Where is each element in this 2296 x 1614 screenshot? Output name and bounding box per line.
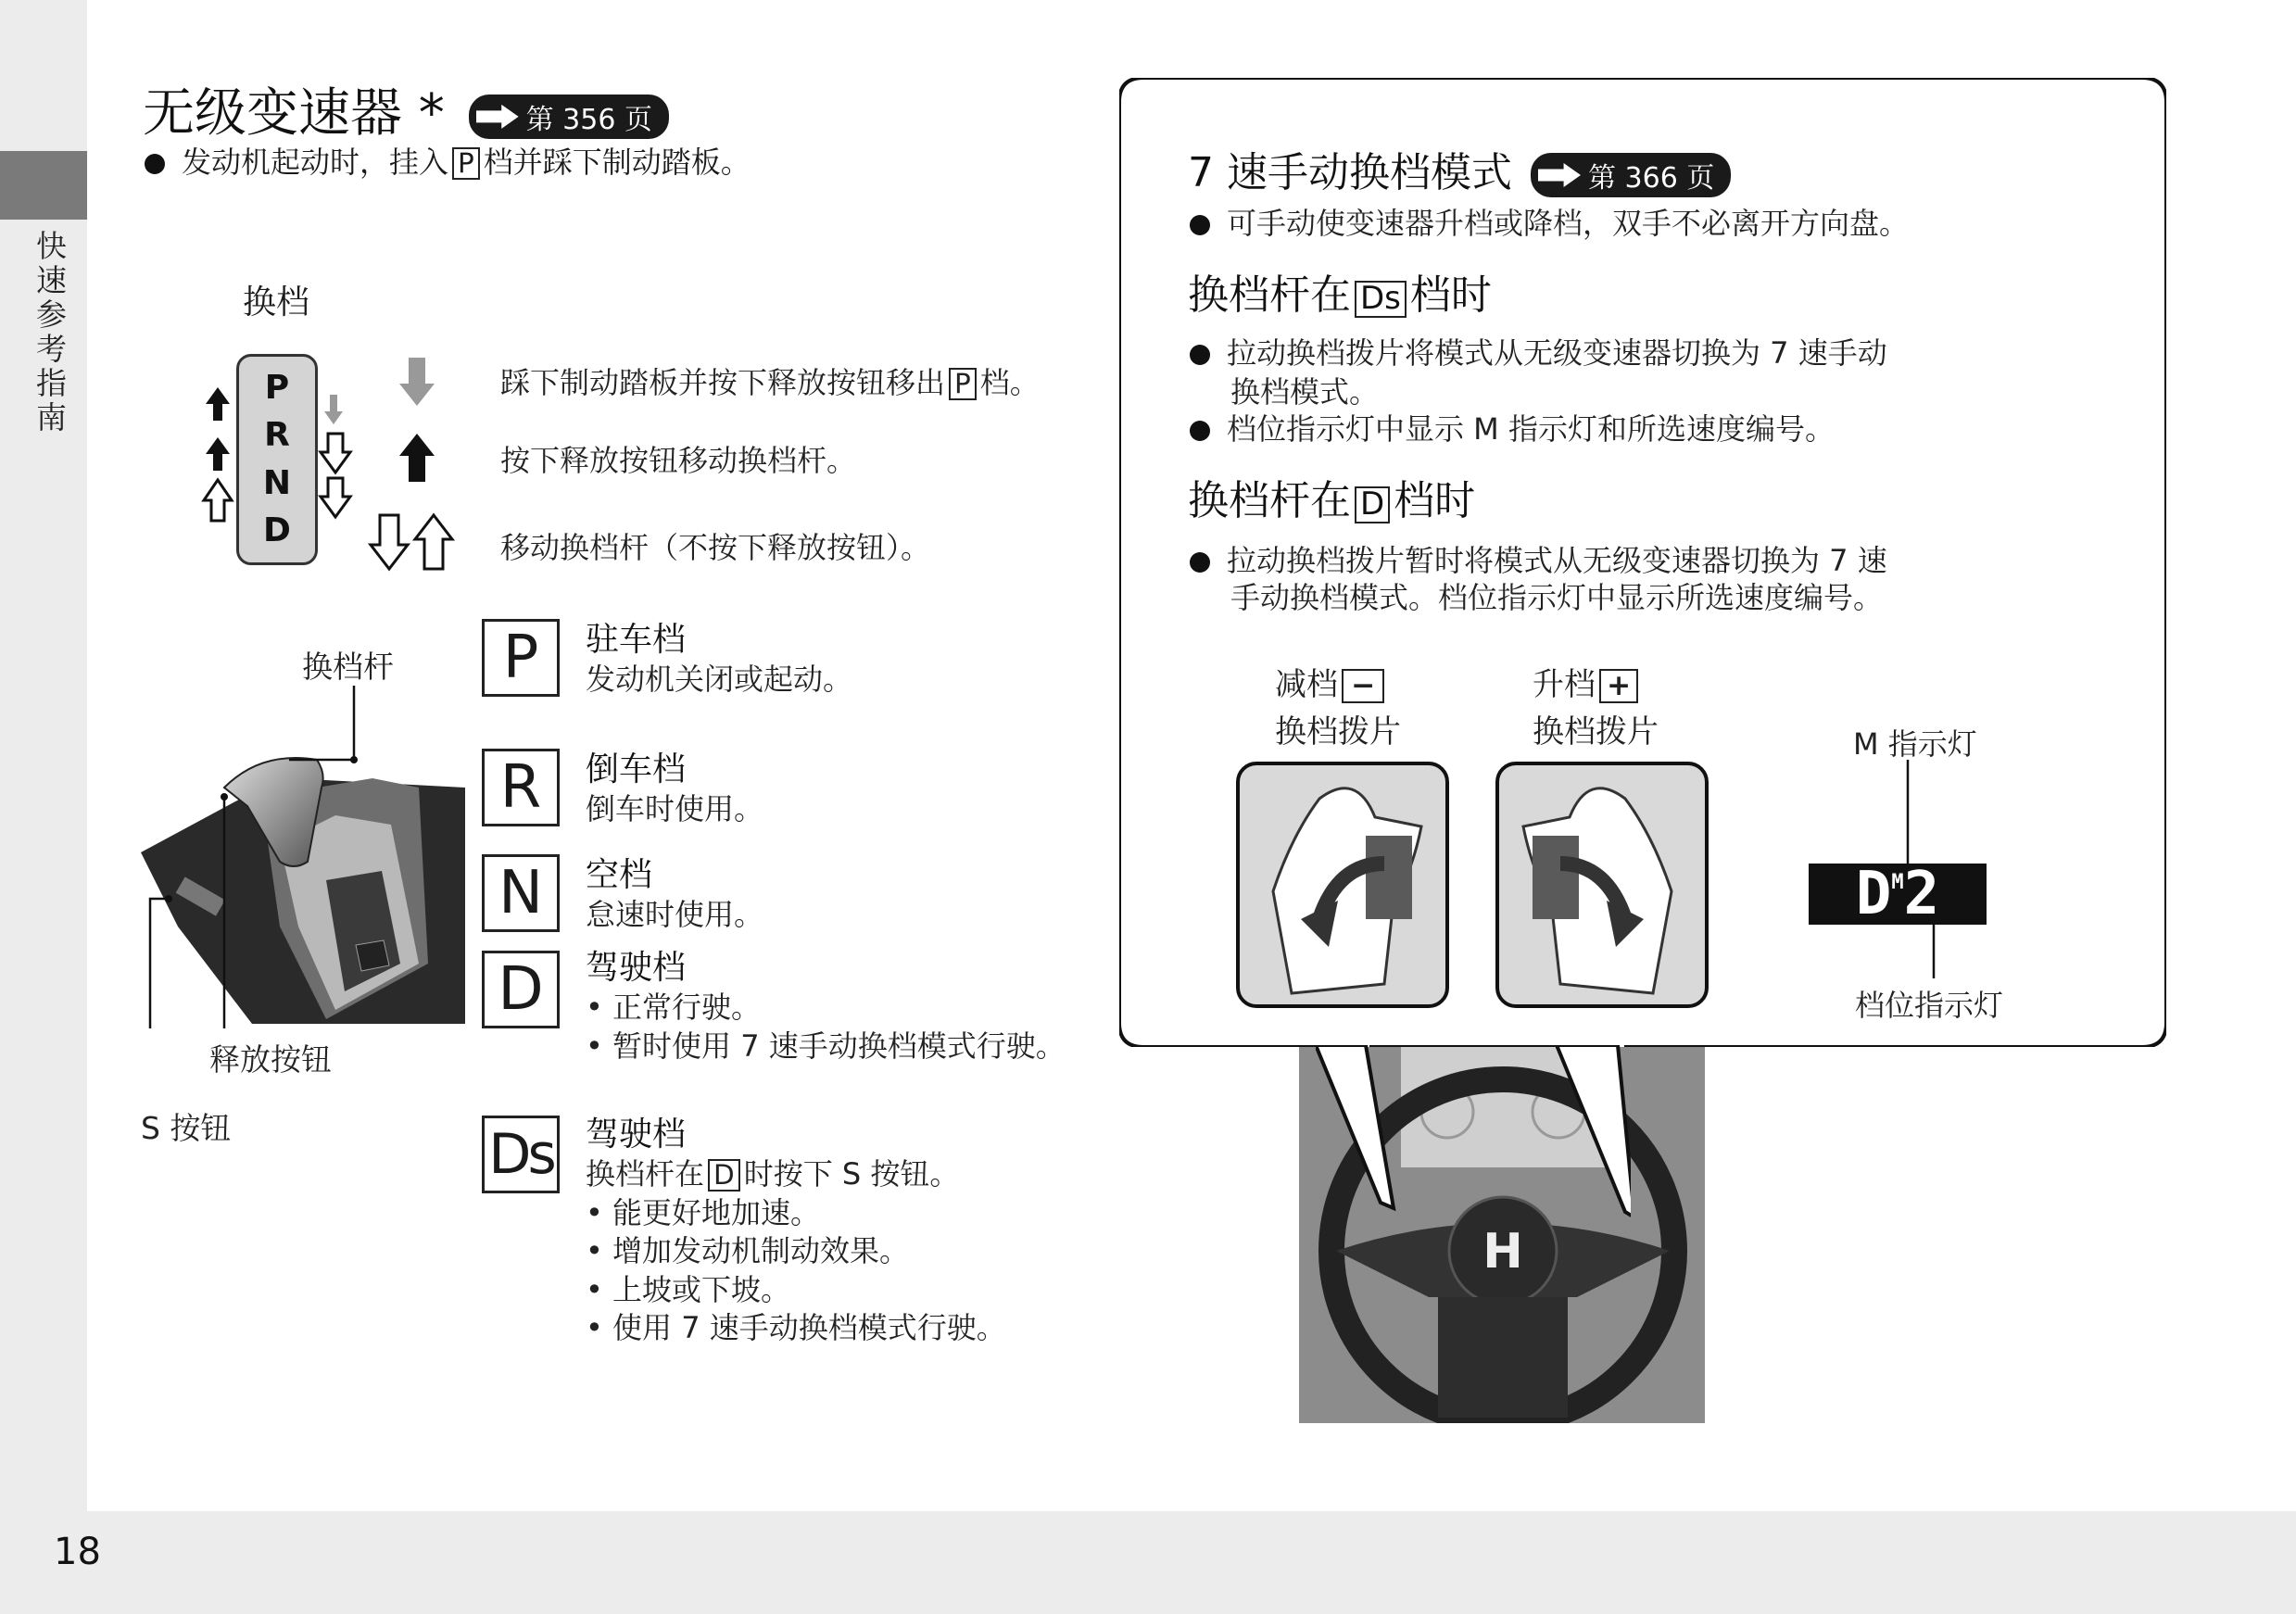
gate-left-arrows <box>195 380 259 565</box>
page-title <box>143 72 669 146</box>
page-reference-link[interactable] <box>469 95 669 139</box>
gear-p-text <box>586 613 852 700</box>
gear-d <box>482 951 560 1028</box>
gear-indicator-leader <box>1929 923 1938 978</box>
ds-bullet-2-text: 档位指示灯中显示 M 指示灯和所选速度编号。 <box>1227 411 1835 447</box>
bullet-dot-icon <box>1190 345 1210 365</box>
legend-gray <box>500 359 1040 402</box>
gear-ds-title: 驾驶档 <box>586 1116 687 1154</box>
gear-d-desc-1: • 正常行驶。 <box>586 990 762 1025</box>
d-bullet-1-line-1: 拉动换档拨片暂时将模式从无级变速器切换为 7 速 <box>1227 543 1887 578</box>
gear-r <box>482 749 560 826</box>
gate-right-arrows <box>315 387 361 573</box>
gear-ds-line1 <box>586 1155 1006 1194</box>
legend-outline: 移动换档杆（不按下释放按钮）。 <box>500 530 931 565</box>
gate-letter-d: D <box>263 511 291 550</box>
ds-heading <box>1188 261 1492 321</box>
ds-bullet-1 <box>1190 334 1887 372</box>
gear-d-box: D <box>482 951 560 1028</box>
gear-ds-desc-3: • 上坡或下坡。 <box>586 1271 791 1307</box>
arrow-right-icon <box>1538 163 1581 187</box>
display-gear-number: 2 <box>1903 860 1940 928</box>
manual-mode-intro-text: 可手动使变速器升档或降档，双手不必离开方向盘。 <box>1227 206 1910 241</box>
m-indicator-leader <box>1903 760 1912 871</box>
legend-gray-text-b: 档。 <box>979 365 1040 400</box>
side-tab-marker <box>0 151 87 220</box>
legend-black: 按下释放按钮移动换档杆。 <box>500 443 857 478</box>
manual-mode-title-text: 7 速手动换档模式 <box>1188 149 1512 196</box>
minus-box-icon: − <box>1342 669 1384 703</box>
page-reference-text: 第 356 页 <box>525 103 652 136</box>
downshift-paddle-label <box>1275 662 1401 756</box>
d-bullet-1 <box>1190 541 1887 580</box>
gate-letter-r: R <box>264 416 290 455</box>
d-heading-box: D <box>1355 486 1390 523</box>
callout-pointers <box>1316 1045 1631 1221</box>
gear-r-text <box>586 743 763 829</box>
gear-ds-desc-2: • 增加发动机制动效果。 <box>586 1233 910 1269</box>
gear-d-desc-2: • 暂时使用 7 速手动换档模式行驶。 <box>586 1028 1066 1064</box>
d-bullet-1-cont: 手动换档模式。档位指示灯中显示所选速度编号。 <box>1230 580 1884 615</box>
d-heading <box>1188 467 1475 526</box>
gear-ds-box: Ds <box>482 1116 560 1193</box>
gate-letter-n: N <box>262 463 292 502</box>
bullet-dot-icon <box>1190 421 1210 441</box>
ds-bullet-1-cont: 换档模式。 <box>1230 374 1380 410</box>
gear-p-desc: 发动机关闭或起动。 <box>586 662 853 697</box>
outline-arrows-icon <box>367 511 460 573</box>
gear-ds-text <box>586 1108 1006 1348</box>
bullet-dot-icon <box>1190 552 1210 573</box>
intro-text-a: 发动机起动时，挂入 <box>182 145 449 180</box>
upshift-paddle-text: 换档拨片 <box>1533 713 1659 750</box>
gear-n <box>482 854 560 932</box>
gear-n-title: 空档 <box>586 856 653 894</box>
gate-letter-p: P <box>264 368 290 407</box>
gear-ds-line1-b: 时按下 S 按钮。 <box>743 1156 960 1192</box>
manual-mode-reference-text: 第 366 页 <box>1587 162 1715 195</box>
page-number: 18 <box>54 1531 101 1573</box>
gear-ds-line1-a: 换档杆在 <box>586 1156 705 1192</box>
gear-r-box: R <box>482 749 560 826</box>
ds-heading-a: 换档杆在 <box>1188 271 1351 319</box>
plus-box-icon: + <box>1599 669 1638 703</box>
s-button-label: S 按钮 <box>141 1110 232 1146</box>
shift-lever-illustration <box>141 686 465 1028</box>
footer-bar <box>0 1511 2296 1614</box>
ds-heading-box: Ds <box>1355 281 1407 318</box>
ds-heading-b: 档时 <box>1409 271 1492 319</box>
ds-bullet-2 <box>1190 410 1835 448</box>
intro-text-b: 档并踩下制动踏板。 <box>483 145 751 180</box>
gear-ds <box>482 1116 560 1193</box>
gear-d-text <box>586 941 1066 1065</box>
gear-d-title: 驾驶档 <box>586 949 687 987</box>
m-indicator-label: M 指示灯 <box>1853 726 1977 762</box>
gear-p <box>482 619 560 697</box>
upshift-line-1 <box>1533 662 1659 709</box>
display-m-indicator: M <box>1891 871 1904 894</box>
manual-mode-intro <box>1190 204 1909 243</box>
gear-ds-desc-1: • 能更好地加速。 <box>586 1194 821 1230</box>
d-heading-a: 换档杆在 <box>1188 477 1351 524</box>
bullet-dot-icon <box>1190 215 1210 235</box>
upshift-paddle-illustration <box>1495 762 1709 1008</box>
gear-position-display <box>1809 860 1987 928</box>
upshift-paddle-label <box>1533 662 1659 756</box>
page-title-text: 无级变速器 * <box>143 83 445 144</box>
upshift-text: 升档 <box>1533 666 1596 703</box>
shift-lever-label: 换档杆 <box>302 649 394 685</box>
gear-n-desc: 怠速时使用。 <box>586 897 764 932</box>
downshift-text: 减档 <box>1275 666 1338 703</box>
intro-bullet <box>145 139 751 182</box>
release-button-label: 释放按钮 <box>209 1041 332 1078</box>
gear-p-box: P <box>482 619 560 697</box>
legend-p-box: P <box>949 368 977 400</box>
gray-arrow-down-icon <box>394 354 440 410</box>
gear-n-text <box>586 849 763 935</box>
downshift-paddle-illustration <box>1236 762 1449 1008</box>
bullet-dot-icon <box>145 154 165 174</box>
arrow-right-icon <box>476 105 519 129</box>
downshift-paddle-text: 换档拨片 <box>1275 713 1401 750</box>
side-tab-label: 快速参考指南 <box>32 230 68 435</box>
display-d: D <box>1855 860 1892 928</box>
gear-ds-desc-4: • 使用 7 速手动换档模式行驶。 <box>586 1310 1006 1346</box>
gear-n-box: N <box>482 854 560 932</box>
manual-mode-title <box>1188 139 1731 198</box>
d-heading-b: 档时 <box>1394 477 1476 524</box>
downshift-line-1 <box>1275 662 1401 709</box>
ds-bullet-1-line-1: 拉动换档拨片将模式从无级变速器切换为 7 速手动 <box>1227 335 1887 371</box>
shift-heading: 换档 <box>243 284 310 322</box>
gear-r-desc: 倒车时使用。 <box>586 791 764 826</box>
legend-gray-text-a: 踩下制动踏板并按下释放按钮移出 <box>500 365 946 400</box>
black-arrow-up-icon <box>394 430 440 485</box>
svg-text:H: H <box>1482 1224 1523 1280</box>
gear-p-inline-box: P <box>452 147 480 180</box>
gear-d-inline-box: D <box>708 1159 740 1192</box>
gear-r-title: 倒车档 <box>586 750 687 788</box>
manual-mode-reference-link[interactable] <box>1531 153 1731 197</box>
gear-indicator-label: 档位指示灯 <box>1855 988 2004 1023</box>
gear-p-title: 驻车档 <box>586 621 687 659</box>
